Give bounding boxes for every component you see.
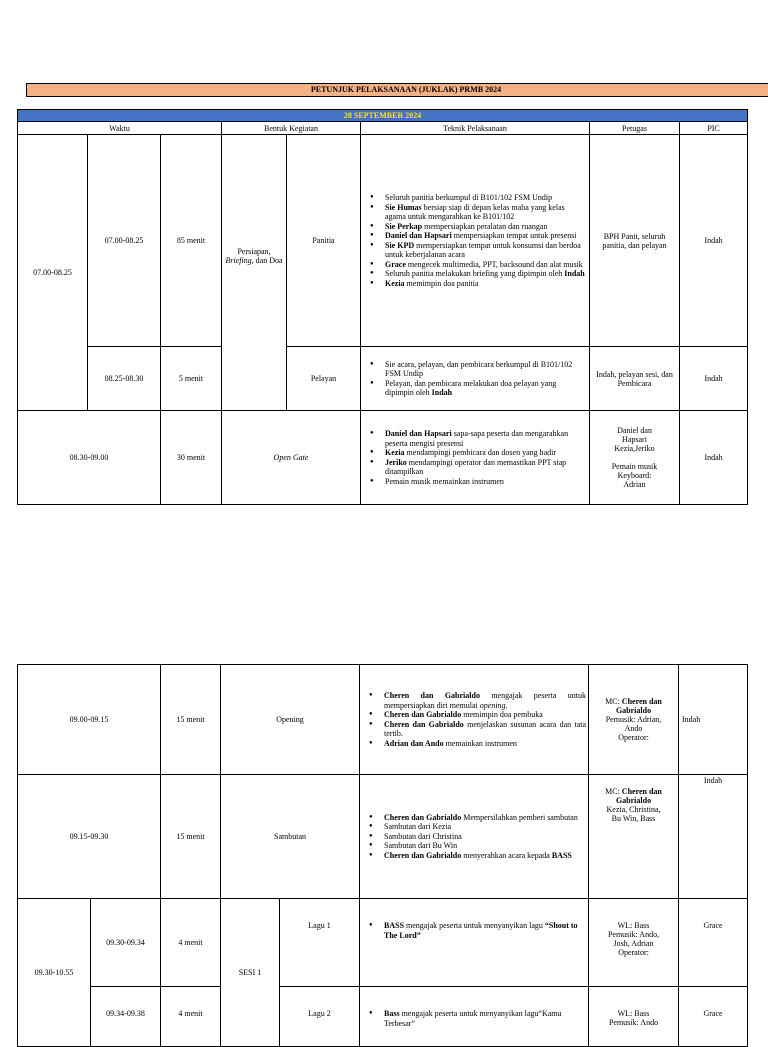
kegiatan-italic: Open Gate [273,453,309,462]
list-item-text: Sambutan dari Kezia [384,822,452,832]
list-item-text: memainkan instrumen [443,738,517,748]
list-item-text: memimpin doa pembuka [461,710,543,719]
list-item-bold: Daniel dan Hapsari [385,231,452,240]
list-item [384,691,586,710]
pic-cell: Grace [679,899,748,987]
document-title: PETUNJUK PELAKSANAAN (JUKLAK) PRMB 2024 [26,83,768,97]
list-item [385,203,587,222]
lagu-label-cell: Lagu 1 [280,899,360,987]
list-item [385,269,587,279]
list-item-text: mengajak peserta untuk mempersiapkan diri memulai [384,691,587,710]
pic-cell: Indah [680,347,748,411]
list-item-text: Sambutan dari Bu Win [384,841,458,851]
list-item-bold: Bass [384,1009,400,1018]
date-label: 28 SEPTEMBER 2024 [18,110,748,122]
petugas-mc: Cheren dan Gabrialdo [615,787,662,805]
petugas-cell: Indah, pelayan sesi, dan Pembicara [590,347,680,411]
list-item [384,710,586,720]
list-item-bold: Cheren dan Gabrialdo [384,710,462,719]
list-item-text: Pelayan, dan pembicara melakukan doa pelayan yang dipimpin oleh [385,378,557,397]
list-item [385,222,587,232]
table-row-sambutan [18,775,748,899]
duration-cell: 4 menit [161,899,221,987]
teknik-list [362,691,586,748]
pic-cell: Grace [679,987,748,1047]
header-bentuk-kegiatan: Bentuk Kegiatan [222,122,361,135]
list-item [384,720,586,739]
petugas-line: Pemusik: Adrian, Ando [605,715,662,733]
subtime-cell: 08.25-08.30 [88,347,161,411]
teknik-list [363,429,587,486]
subtime-cell: 07.00-08.25 [88,135,161,347]
list-item [384,822,586,832]
list-item-text: mengecek multimedia, PPT, backsound dan alat musik [405,259,583,269]
petugas-cell [590,411,680,505]
teknik-list [362,813,586,861]
list-item-bold: Grace [385,259,406,269]
list-item-text: Pemain musik memainkan instrumen [385,476,504,486]
list-item-bold: Sie Perkap [385,221,423,231]
time-cell: 09.15-09.30 [18,775,161,899]
list-item [385,458,587,477]
teknik-list [362,921,586,940]
list-item [384,851,586,861]
list-item-bold: Indah [564,269,585,278]
petugas-line: Pemain musik Keyboard: Adrian [611,462,658,489]
list-item-bold: Kezia [385,278,405,288]
list-item-bold: Daniel dan Hapsari [385,429,452,438]
list-item-bold: BASS [384,921,405,930]
list-item [385,477,587,487]
group-cell: Panitia [287,135,361,347]
list-item-text: menyerahkan acara kepada [461,850,552,860]
time-cell: 09.00-09.15 [18,665,161,775]
list-item-bold: Kezia [385,448,405,457]
teknik-cell [360,665,589,775]
list-item [384,832,586,842]
petugas-line: Daniel dan Hapsari Kezia,Jeriko [614,426,655,453]
list-item-bold: Adrian dan Ando [384,738,444,748]
table-row-lagu-2 [18,987,748,1047]
duration-cell: 4 menit [161,987,221,1047]
list-item-text: mengajak peserta untuk menyanyikan lagu“Kamu Terbesar” [384,1009,562,1028]
list-item-text: Seluruh panitia berkumpul di B101/102 FSM Undip [385,193,553,202]
list-item [385,193,587,203]
table-row-open-gate [18,411,748,505]
list-item-text: menjelaskan susunan acara dan tata tertib. [384,719,587,738]
subtime-cell: 09.30-09.34 [91,899,161,987]
list-item-text: mendampingi pembicara dan dosen yang hadir [404,448,557,457]
petugas-cell: WL: Bass Pemusik: Ando, Josh, Adrian Operator: [589,899,679,987]
list-item-text: mempersiapkan tempat untuk konsumsi dan berdoa untuk keberjalanan acara [385,240,581,259]
list-item-text: mendampingi operator dan memastikan PPT siap ditampilkan [385,457,567,476]
list-item-text: mempersiapkan peralatan dan ruangan [422,221,548,231]
list-item-bold: Cheren dan Gabrialdo [384,691,480,700]
time-cell: 09.30-10.55 [18,899,91,1047]
time-cell: 08.30-09.00 [18,411,161,505]
list-item-bold: Jeriko [385,457,407,467]
teknik-cell [360,899,589,987]
pic-cell: Indah [680,411,748,505]
petugas-cell [589,665,679,775]
petugas-cell: WL: Bass Pemusik: Ando [589,987,679,1047]
petugas-cell: BPH Panit, seluruh panitia, dan pelayan [590,135,680,347]
list-item-bold: Cheren dan Gabrialdo [384,850,462,860]
duration-cell: 15 menit [161,775,221,899]
pic-cell: Indah [680,135,748,347]
list-item-bold: BASS [551,850,572,860]
list-item [385,429,587,448]
pic-cell: Indah [679,775,748,899]
teknik-cell [361,135,590,347]
date-row [18,110,748,122]
teknik-cell [361,411,590,505]
list-item-bold: Cheren dan Gabrialdo [384,719,464,729]
petugas-line: Operator: [618,733,649,742]
list-item [384,841,586,851]
table-row-opening [18,665,748,775]
list-item [384,813,586,823]
list-item [385,241,587,260]
list-item-text: mempersiapkan tempat untuk presensi [451,231,577,240]
duration-cell: 15 menit [161,665,221,775]
list-item [384,1009,586,1028]
lagu-label-cell: Lagu 2 [280,987,360,1047]
teknik-cell [360,987,589,1047]
list-item-bold: Cheren dan Gabrialdo [384,812,462,822]
header-row [18,122,748,135]
header-pic: PIC [680,122,748,135]
list-item-text: sapa-sapa peserta dan mengarahkan peserta mengisi presensi [385,429,569,448]
list-item-text: mengajak peserta untuk menyanyikan lagu [404,921,545,930]
list-item-text: Sie acara, pelayan, dan pembicara berkumpul di B101/102 FSM Undip [385,359,573,378]
kegiatan-cell: Opening [221,665,360,775]
header-waktu: Waktu [18,122,222,135]
list-item [385,448,587,458]
list-item-text: memimpin doa panitia [404,278,479,288]
list-item [384,921,586,940]
pic-cell: Indah [679,665,748,775]
duration-cell: 85 menit [161,135,222,347]
header-petugas: Petugas [590,122,680,135]
teknik-cell [360,775,589,899]
duration-cell: 30 menit [161,411,222,505]
list-item-text: Sambutan dari Christina [384,831,462,841]
teknik-list [363,360,587,398]
teknik-cell [361,347,590,411]
list-item [384,739,586,749]
list-item-text: . [505,700,508,710]
kegiatan-italic: Briefing [225,256,252,265]
kegiatan-cell [222,411,361,505]
schedule-table-sessions [17,664,748,1047]
list-item [385,260,587,270]
petugas-label: MC: [605,787,622,796]
teknik-list [362,1009,586,1028]
list-item [385,231,587,241]
petugas-mc: Cheren dan Gabrialdo [615,697,662,715]
list-item [385,279,587,289]
schedule-table-day [17,109,748,505]
list-item-text: bersiap siap di depan kelas maba yang kelas agama untuk mengarahkan ke B101/102 [385,202,565,221]
list-item-bold: Sie Humas [385,202,422,212]
kegiatan-cell [222,135,287,411]
kegiatan-text: Persiapan, [237,247,271,256]
list-item-bold: Indah [431,388,453,397]
kegiatan-text-end: , dan Doa [251,256,283,265]
table-row-lagu-1 [18,899,748,987]
header-teknik: Teknik Pelaksanaan [361,122,590,135]
petugas-line: Kezia, Christina, Bu Win, Bass [606,805,661,823]
list-item-bold: Sie KPD [385,240,415,250]
petugas-cell [589,775,679,899]
kegiatan-cell: Sambutan [221,775,360,899]
list-item-text: Mempersilahkan pemberi sambutan [461,812,578,822]
subtime-cell: 09.34-09.38 [91,987,161,1047]
duration-cell: 5 menit [161,347,222,411]
time-cell: 07.00-08.25 [18,135,88,411]
table-row-pelayan [18,347,748,411]
kegiatan-cell: SESI 1 [221,899,280,1047]
table-row-panitia [18,135,748,347]
teknik-list [363,193,587,288]
list-item-text: Seluruh panitia melakukan briefing yang dipimpin oleh [385,269,565,278]
list-item [385,360,587,379]
list-item-italic: opening [479,700,506,710]
group-cell: Pelayan [287,347,361,411]
list-item [385,379,587,398]
list-item-bold: “Shout to The Lord” [384,921,578,940]
petugas-label: MC: [605,697,622,706]
